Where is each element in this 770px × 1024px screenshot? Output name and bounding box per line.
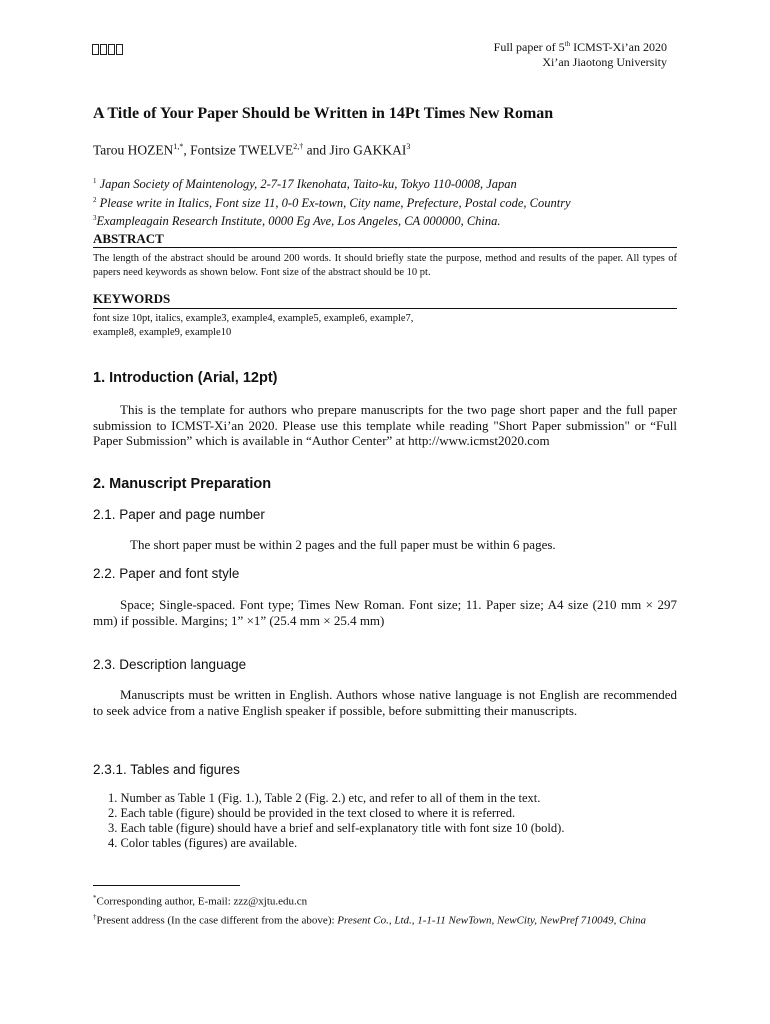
header-university-line: Xi’an Jiaotong University bbox=[542, 54, 667, 69]
keywords-rule bbox=[93, 308, 677, 309]
page-number-paragraph: The short paper must be within 2 pages and the full paper must be within 6 pages. bbox=[130, 537, 556, 552]
footnote-present-address: †Present address (In the case different from the above): Present Co., Ltd., 1-1-11 NewTown, NewCity, NewPref 710049, China bbox=[93, 912, 647, 927]
subsection-heading-font-style: 2.2. Paper and font style bbox=[93, 566, 240, 581]
introduction-paragraph: This is the template for authors who prepare manuscripts for the two page short paper and the full paper submission to ICMST-Xi’an 2020. Please use this template while reading "Short Paper submission" or “Full Paper Submission” which is available in “Author Center” at http://www.icmst2020.com bbox=[93, 402, 677, 448]
section-heading-introduction: 1. Introduction (Arial, 12pt) bbox=[93, 370, 278, 386]
abstract-text: The length of the abstract should be around 200 words. It should briefly state the purpose, method and results of the paper. All types of papers need keywords as shown below. Font size of the abstract should be 10 pt. bbox=[93, 253, 677, 278]
list-item: 2. Each table (figure) should be provided in the text closed to where it is referred. bbox=[108, 806, 516, 820]
author-list bbox=[93, 142, 410, 159]
list-item: 1. Number as Table 1 (Fig. 1.), Table 2 (Fig. 2.) etc, and refer to all of them in the text. bbox=[108, 791, 541, 805]
author-affiliation-mark: 3 bbox=[406, 142, 411, 151]
logo-placeholder-glyphs bbox=[92, 44, 123, 55]
footnote-corresponding-author: *Corresponding author, E-mail: zzz@xjtu.edu.cn bbox=[93, 894, 308, 908]
placeholder-glyph bbox=[108, 44, 115, 55]
subsubsection-heading-tables-figures: 2.3.1. Tables and figures bbox=[93, 762, 240, 777]
subsection-heading-page-number: 2.1. Paper and page number bbox=[93, 507, 265, 522]
footnotes bbox=[93, 891, 683, 928]
subsection-heading-description-language: 2.3. Description language bbox=[93, 657, 247, 672]
running-header bbox=[494, 37, 667, 69]
author-name: Tarou HOZEN bbox=[93, 142, 174, 158]
abstract-rule bbox=[93, 247, 677, 248]
description-language-paragraph: Manuscripts must be written in English. Authors whose native language is not English are recommended to seek advice from a native English speaker if possible, before submitting their manuscripts. bbox=[93, 687, 677, 718]
header-conference-line: Full paper of 5th ICMST-Xi’an 2020 bbox=[493, 40, 667, 54]
affiliation-item: $^2$ Please write in Italics, Font size 11, 0-0 Ex-town, City name, Prefecture, Postal code, Country bbox=[93, 195, 571, 210]
affiliation-item: $^1$ Japan Society of Maintenology, 2-7-17 Ikenohata, Taito-ku, Tokyo 110-0008, Japan bbox=[93, 177, 517, 192]
tables-figures-list bbox=[108, 791, 564, 851]
author-name: and Jiro GAKKAI bbox=[303, 142, 407, 158]
section-heading-manuscript-preparation: 2. Manuscript Preparation bbox=[93, 476, 272, 492]
placeholder-glyph bbox=[116, 44, 123, 55]
author-affiliation-mark: 1,* bbox=[173, 142, 184, 151]
paper-title: A Title of Your Paper Should be Written in 14Pt Times New Roman bbox=[93, 105, 554, 122]
author-name: , Fontsize TWELVE bbox=[183, 142, 294, 158]
affiliation-list bbox=[93, 174, 571, 230]
author-affiliation-mark: 2,† bbox=[293, 142, 304, 151]
placeholder-glyph bbox=[92, 44, 99, 55]
font-style-paragraph: Space; Single-spaced. Font type; Times New Roman. Font size; 11. Paper size; A4 size (210 mm × 297 mm) if possible. Margins; 1” ×1” (25.4 mm × 25.4 mm) bbox=[93, 597, 677, 628]
affiliation-item: $^3$Exampleagain Research Institute, 0000 Eg Ave, Los Angeles, CA 000000, China. bbox=[93, 214, 501, 229]
list-item: 4. Color tables (figures) are available. bbox=[108, 836, 298, 850]
keywords-list: font size 10pt, italics, example3, example4, example5, example6, example7, example8, example9, example10 bbox=[93, 313, 414, 338]
placeholder-glyph bbox=[100, 44, 107, 55]
keywords-heading: KEYWORDS bbox=[93, 291, 171, 306]
footnote-separator bbox=[93, 885, 240, 886]
abstract-heading: ABSTRACT bbox=[93, 231, 164, 246]
list-item: 3. Each table (figure) should have a brief and self-explanatory title with font size 10 (bold). bbox=[108, 821, 565, 835]
